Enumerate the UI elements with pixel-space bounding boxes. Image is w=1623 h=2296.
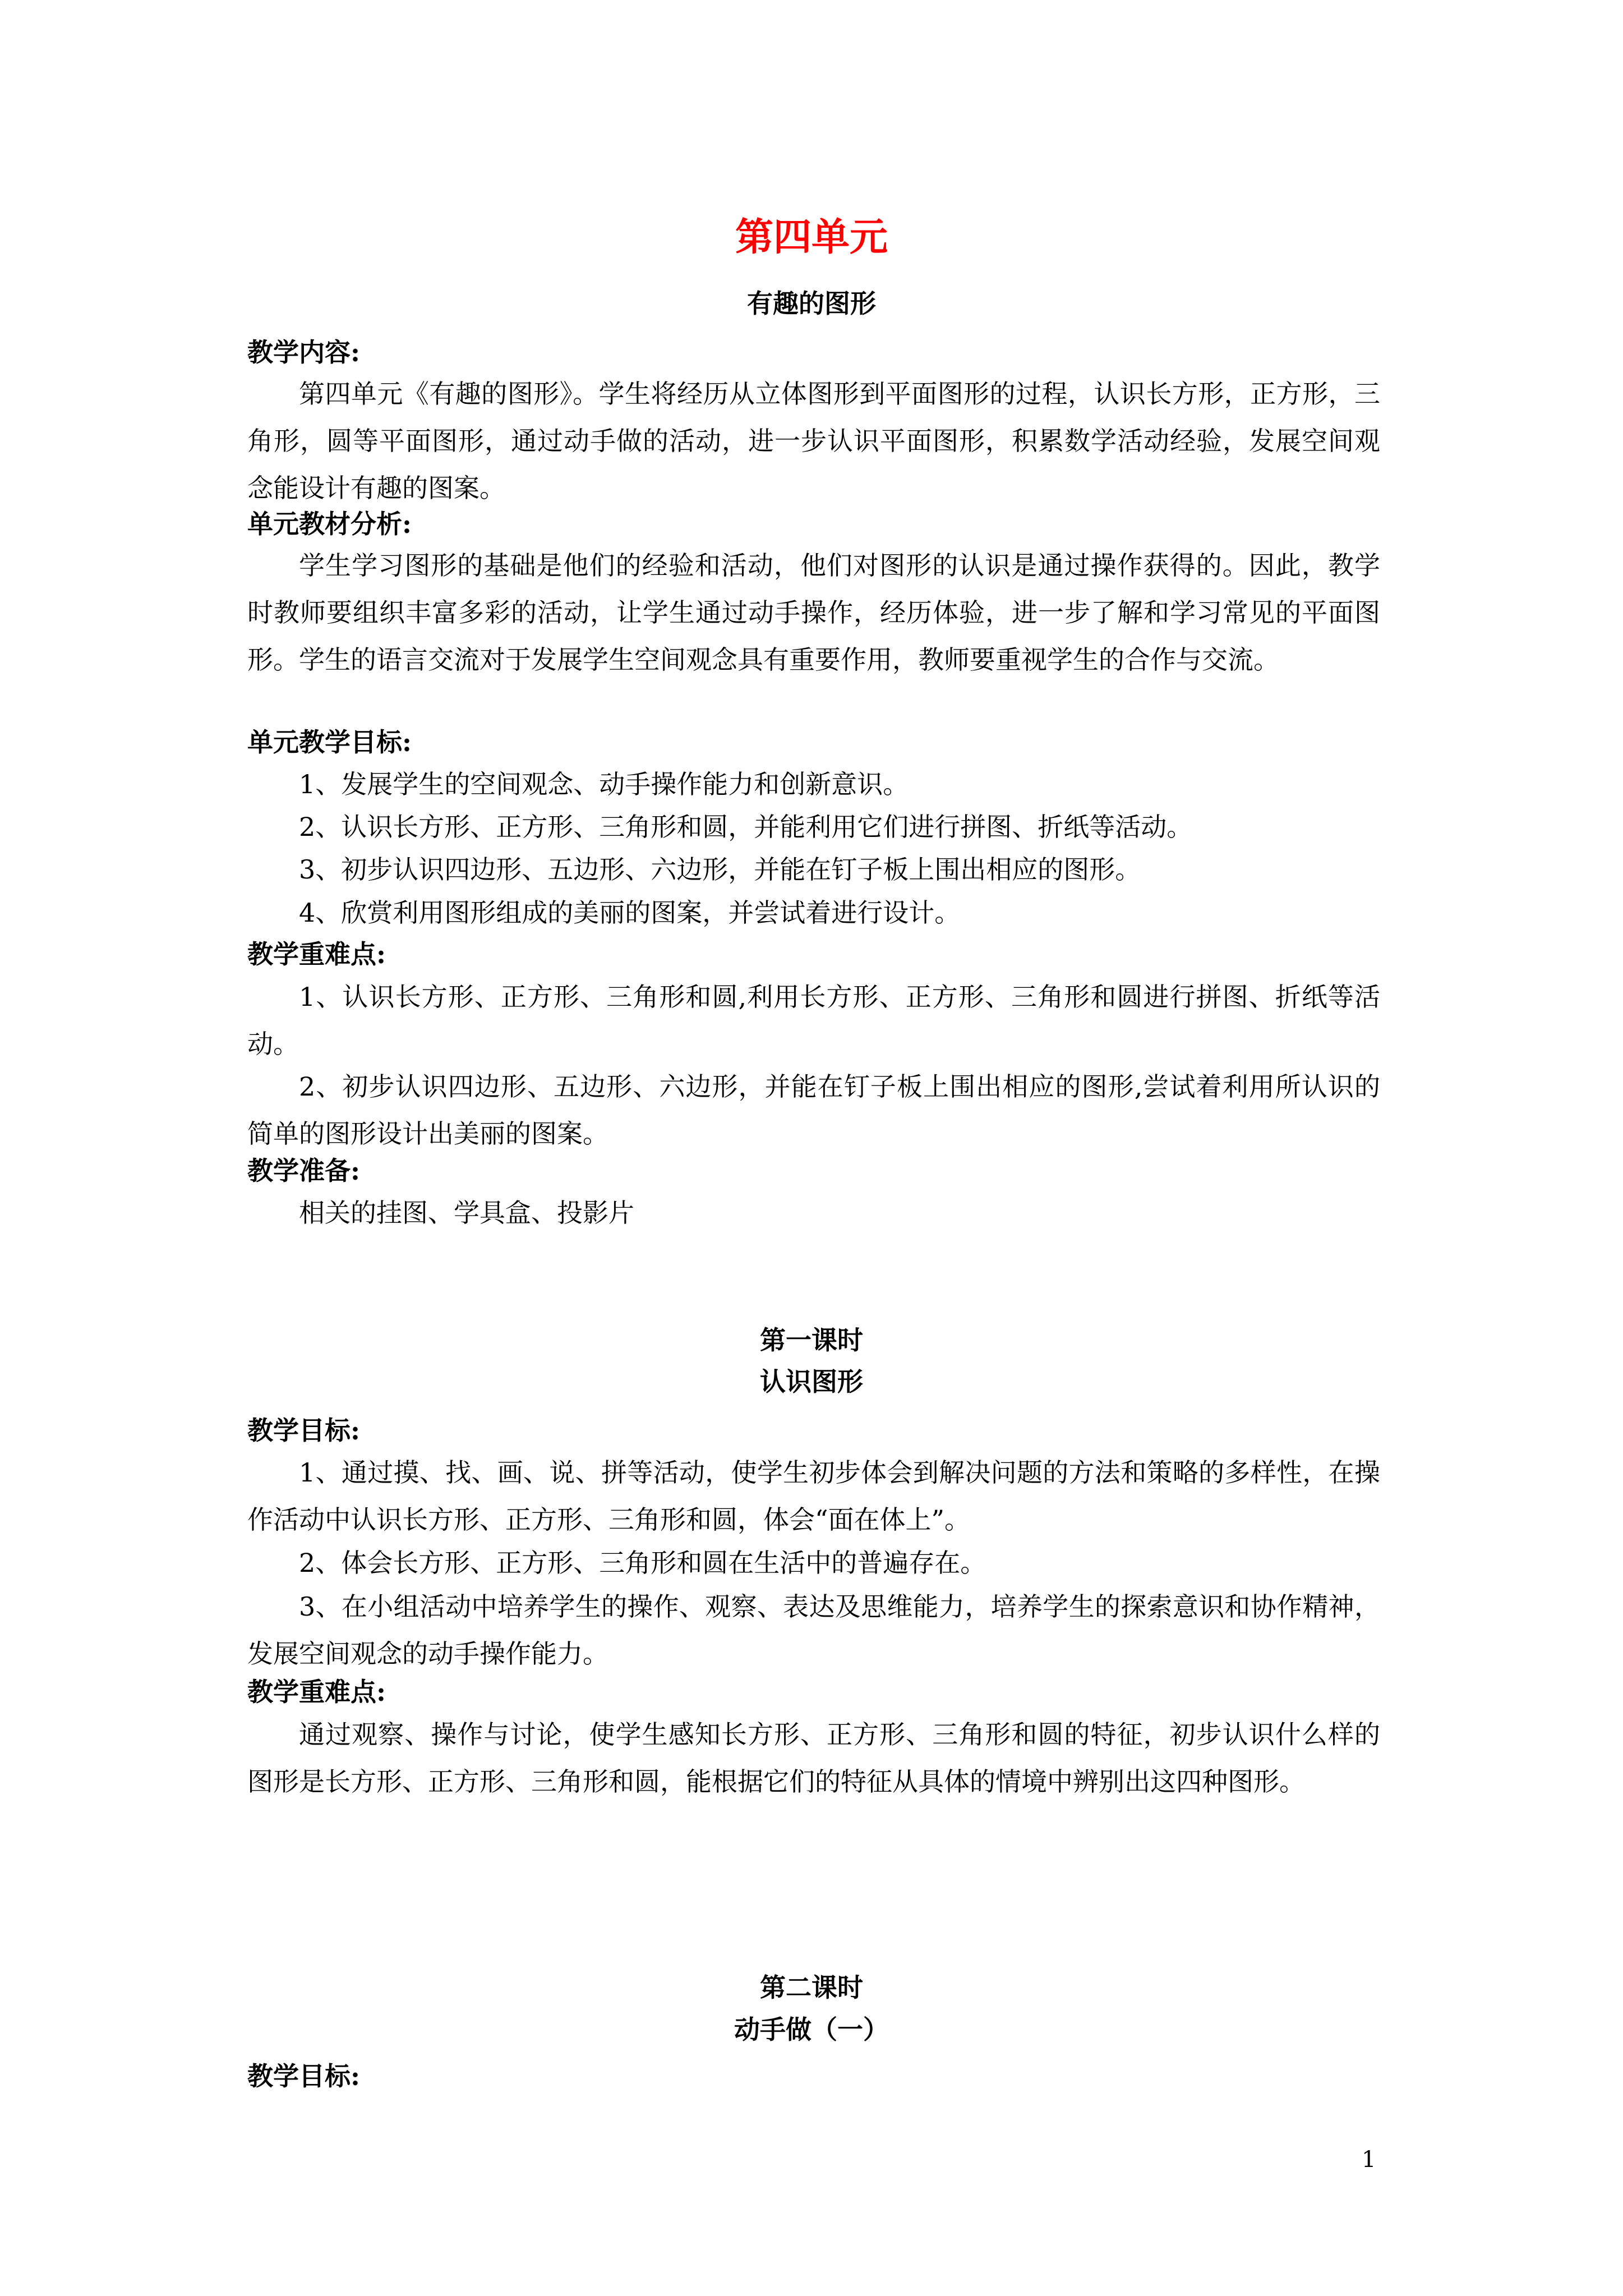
lesson1-key-heading: 教学重难点: <box>247 1677 386 1707</box>
preparation-heading: 教学准备: <box>247 1156 360 1186</box>
lesson1-goals-heading: 教学目标: <box>247 1415 360 1446</box>
lesson2-period: 第二课时 <box>760 1972 863 2003</box>
lesson1-period: 第一课时 <box>760 1325 863 1355</box>
material-analysis-heading: 单元教材分析: <box>247 509 412 539</box>
lesson1-goal-item: 2、体会长方形、正方形、三角形和圆在生活中的普遍存在。 <box>299 1548 986 1578</box>
material-analysis-text: 学生学习图形的基础是他们的经验和活动，他们对图形的认识是通过操作获得的。因此，教学时教师要组织丰富多彩的活动，让学生通过动手操作，经历体验，进一步了解和学习常见的平面图形。学生的语言交流对于发展学生空间观念具有重要作用，教师要重视学生的合作与交流。 <box>247 550 1380 675</box>
preparation-text: 相关的挂图、学具盒、投影片 <box>299 1198 634 1228</box>
teaching-content-heading: 教学内容: <box>247 337 360 367</box>
lesson1-key-text: 通过观察、操作与讨论，使学生感知长方形、正方形、三角形和圆的特征，初步认识什么样的图形是长方形、正方形、三角形和圆，能根据它们的特征从具体的情境中辨别出这四种图形。 <box>247 1719 1380 1797</box>
unit-goal-item: 1、发展学生的空间观念、动手操作能力和创新意识。 <box>299 769 909 799</box>
unit-goal-item: 2、认识长方形、正方形、三角形和圆，并能利用它们进行拼图、折纸等活动。 <box>299 812 1193 842</box>
unit-goals-heading: 单元教学目标: <box>247 727 412 757</box>
lesson1-goal-item: 3、在小组活动中培养学生的操作、观察、表达及思维能力，培养学生的探索意识和协作精神，发展空间观念的动手操作能力。 <box>247 1591 1380 1669</box>
key-point-item: 1、认识长方形、正方形、三角形和圆,利用长方形、正方形、三角形和圆进行拼图、折纸等活动。 <box>247 982 1380 1059</box>
unit-goal-item: 3、初步认识四边形、五边形、六边形，并能在钉子板上围出相应的图形。 <box>299 854 1141 885</box>
key-point-item: 2、初步认识四边形、五边形、六边形，并能在钉子板上围出相应的图形,尝试着利用所认识的简单的图形设计出美丽的图案。 <box>247 1071 1380 1149</box>
lesson1-goal-item: 1、通过摸、找、画、说、拼等活动，使学生初步体会到解决问题的方法和策略的多样性，在操作活动中认识长方形、正方形、三角形和圆，体会“面在体上”。 <box>247 1457 1380 1535</box>
unit-title: 第四单元 <box>735 215 888 260</box>
page-number: 1 <box>1362 2147 1376 2173</box>
lesson1-title: 认识图形 <box>760 1366 863 1397</box>
lesson2-title: 动手做（一） <box>734 2014 889 2045</box>
unit-subtitle: 有趣的图形 <box>747 288 876 319</box>
unit-goal-item: 4、欣赏利用图形组成的美丽的图案，并尝试着进行设计。 <box>299 898 961 928</box>
teaching-content-text: 第四单元《有趣的图形》。学生将经历从立体图形到平面图形的过程，认识长方形，正方形，三角形，圆等平面图形，通过动手做的活动，进一步认识平面图形，积累数学活动经验，发展空间观念能设计有趣的图案。 <box>247 379 1380 503</box>
lesson2-goals-heading: 教学目标: <box>247 2061 360 2091</box>
key-points-heading: 教学重难点: <box>247 939 386 969</box>
